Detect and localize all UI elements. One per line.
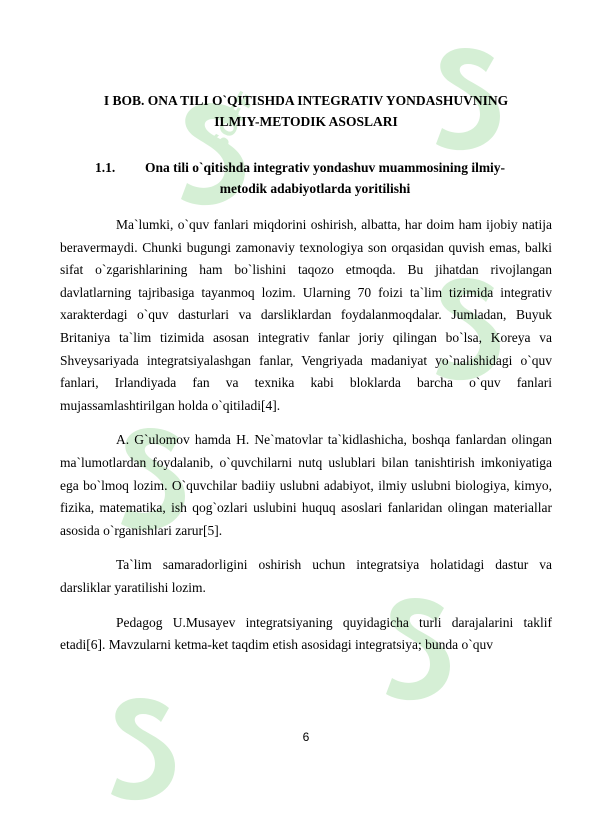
watermark-logo: [95, 690, 185, 810]
paragraph: Pedagog U.Musayev integratsiyaning quyidagicha turli darajalarini taklif etadi[6]. Mavzularni ketma-ket taqdim etish asosidagi integratsiya; bunda o`quv: [60, 614, 552, 653]
body-text: [60, 214, 552, 669]
chapter-title: [60, 90, 552, 132]
paragraph: A. G`ulomov hamda H. Ne`matovlar ta`kidlashicha, boshqa fanlardan olingan ma`lumotlardan foydalanib, o`quvchilarni nutq uslublari bilan tanishtirish imkoniyatiga ega bo`lmoq lozim. O`quvchilar badiiy uslubni adabiyot, ilmiy uslubni biologiya, kimyo, fizika, matematika, ish qog`ozlari uslubini huquq asoslari fanlaridan olingan materiallar asosida o`rganishlari zarur[5].: [60, 432, 552, 538]
section-number: 1.1.: [95, 160, 116, 175]
chapter-title-line1: I BOB. ONA TILI O`QITISHDA INTEGRATIV YONDASHUVNING: [103, 93, 509, 108]
page-number: 6: [302, 730, 310, 744]
section-title-line1: Ona tili o`qitishda integrativ yondashuv muammosining ilmiy-: [145, 160, 506, 175]
chapter-title-line2: ILMIY-METODIK ASOSLARI: [214, 114, 398, 129]
section-title-line2: metodik adabiyotlarda yoritilishi: [219, 181, 411, 196]
paragraph: Ma`lumki, o`quv fanlari miqdorini oshirish, albatta, har doim ham ijobiy natija beravermaydi. Chunki bugungi zamonaviy texnologiya son orqasidan quvish emas, balki sifat o`zgarishlarining ham bo`lishini taqozo etmoqda. Bu jihatdan rivojlangan davlatlarning tajribasiga tayanmoq lozim. Ularning 70 foizi ta`lim tizimida integrativ xarakterdagi o`quv dasturlari va darsliklardan foydalanmoqdalar. Jumladan, Buyuk Britaniya ta`lim tizimida asosan integrativ fanlar joriy qilingan bo`lsa, Koreya va Shveysariyada integratsiyalashgan fanlar, Vengriyada madaniyat yo`nalishidagi o`quv fanlari, Irlandiyada fan va texnika kabi bloklarda barcha o`quv fanlari mujassamlashtirilgan holda o`qitiladi[4].: [60, 217, 552, 413]
paragraph: Ta`lim samaradorligini oshirish uchun integratsiya holatidagi dastur va darsliklar yaratilishi lozim.: [60, 557, 552, 595]
svg-text:SOFF: SOFF: [206, 87, 261, 156]
